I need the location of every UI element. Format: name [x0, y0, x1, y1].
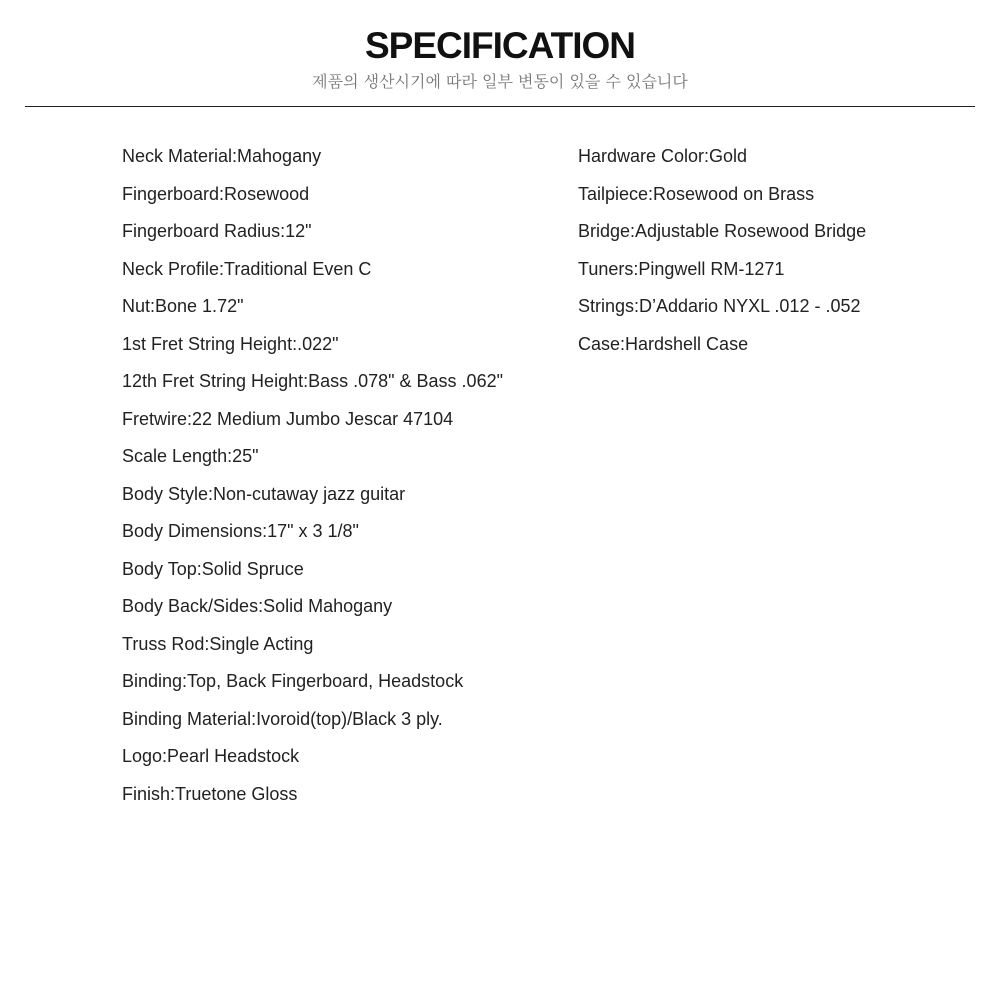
spec-item: Neck Material:Mahogany [122, 146, 322, 166]
spec-list-right [578, 138, 978, 363]
spec-item: Binding Material:Ivoroid(top)/Black 3 ply. [122, 708, 443, 729]
spec-item: 1st Fret String Height:.022" [122, 333, 339, 354]
spec-item: Fretwire:22 Medium Jumbo Jescar 47104 [122, 408, 454, 429]
spec-item: Fingerboard:Rosewood [122, 183, 310, 204]
spec-item: Tailpiece:Rosewood on Brass [578, 183, 815, 204]
page-title: SPECIFICATION [365, 25, 635, 66]
spec-item: Case:Hardshell Case [578, 333, 749, 354]
spec-item: Body Back/Sides:Solid Mahogany [122, 596, 393, 616]
spec-item: Strings:D’Addario NYXL .012 - .052 [578, 296, 861, 316]
spec-item: 12th Fret String Height:Bass .078" & Bass .062" [122, 371, 503, 391]
spec-item: Body Dimensions:17" x 3 1/8" [122, 521, 359, 541]
spec-item: Nut:Bone 1.72" [122, 296, 244, 316]
spec-item: Logo:Pearl Headstock [122, 746, 300, 766]
spec-item: Finish:Truetone Gloss [122, 783, 298, 804]
spec-item: Scale Length:25" [122, 446, 259, 466]
page-subtitle: 제품의 생산시기에 따라 일부 변동이 있을 수 있습니다 [312, 72, 688, 91]
spec-item: Binding:Top, Back Fingerboard, Headstock [122, 671, 464, 691]
spec-list-left [122, 138, 562, 813]
spec-item: Body Top:Solid Spruce [122, 558, 304, 579]
spec-item: Hardware Color:Gold [578, 146, 748, 166]
spec-item: Fingerboard Radius:12" [122, 221, 312, 241]
spec-item: Body Style:Non-cutaway jazz guitar [122, 483, 406, 504]
spec-item: Bridge:Adjustable Rosewood Bridge [578, 221, 867, 241]
spec-item: Neck Profile:Traditional Even C [122, 258, 372, 279]
spec-item: Truss Rod:Single Acting [122, 633, 314, 654]
header-divider [25, 106, 975, 107]
spec-item: Tuners:Pingwell RM-1271 [578, 258, 785, 279]
